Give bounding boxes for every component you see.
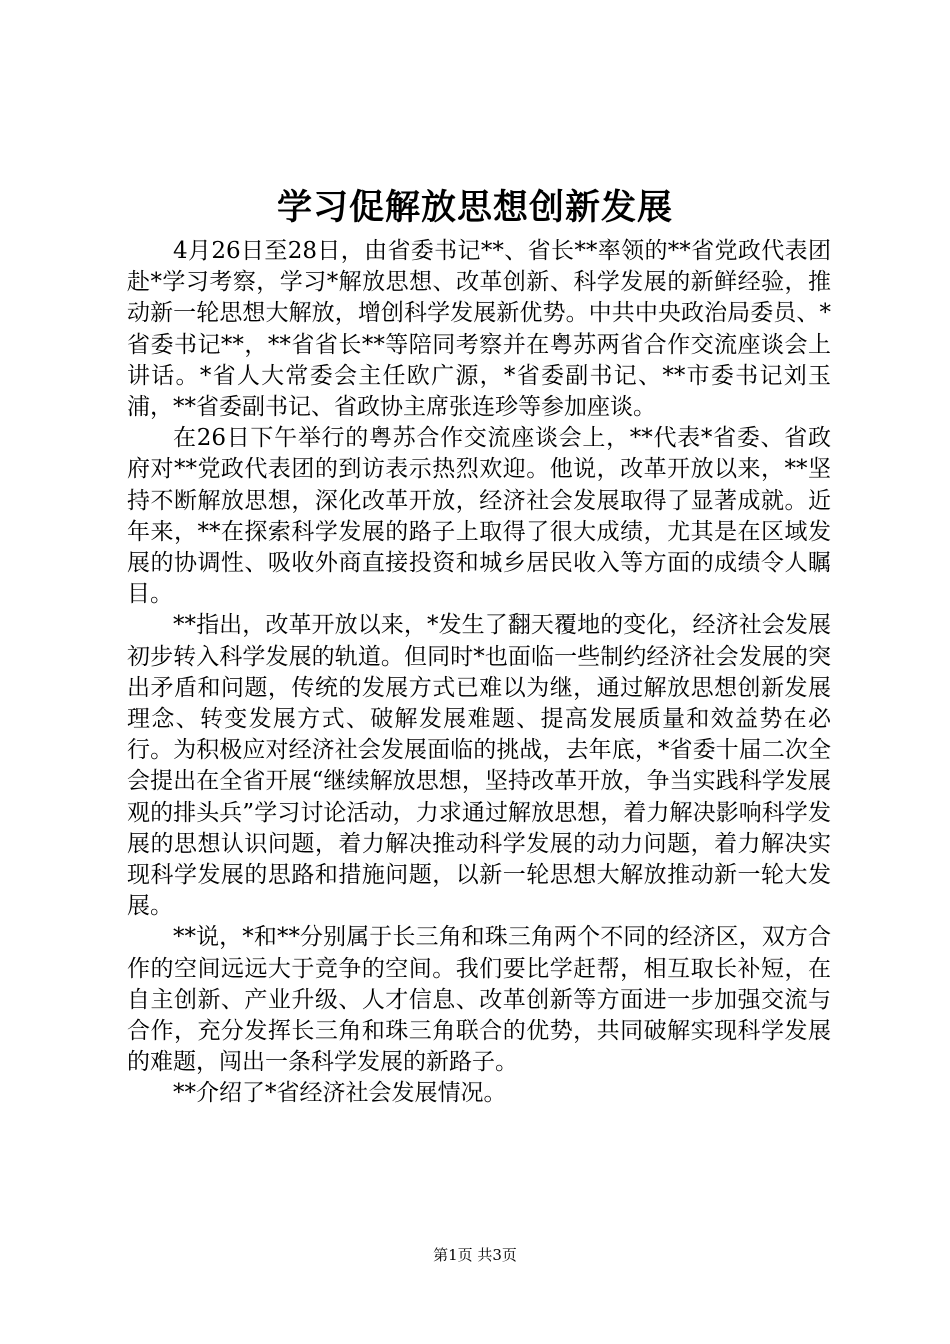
paragraph-1: 4月26日至28日，由省委书记**、省长**率领的**省党政代表团赴*学习考察，学习*解放思想、改革创新、科学发展的新鲜经验，推动新一轮思想大解放，增创科学发展新优势。中共中央政治局委员、*省委书记**，**省省长**等陪同考察并在粤苏两省合作交流座谈会上讲话。*省人大常委会主任欧广源，*省委副书记、**市委书记刘玉浦，**省委副书记、省政协主席张连珍等参加座谈。 [127, 238, 831, 421]
paragraph-2: 在26日下午举行的粤苏合作交流座谈会上，**代表*省委、省政府对**党政代表团的到访表示热烈欢迎。他说，改革开放以来，**坚持不断解放思想，深化改革开放，经济社会发展取得了显著成就。近年来，**在探索科学发展的路子上取得了很大成绩，尤其是在区域发展的协调性、吸收外商直接投资和城乡居民收入等方面的成绩令人瞩目。 [127, 425, 831, 608]
page-number-footer: 第1页 共3页 [433, 1246, 517, 1264]
document-body [127, 236, 831, 1110]
document-title: 学习促解放思想创新发展 [276, 187, 673, 228]
paragraph-4: **说，*和**分别属于长三角和珠三角两个不同的经济区，双方合作的空间远远大于竞争的空间。我们要比学赶帮，相互取长补短，在自主创新、产业升级、人才信息、改革创新等方面进一步加强交流与合作，充分发挥长三角和珠三角联合的优势，共同破解实现科学发展的难题，闯出一条科学发展的新路子。 [127, 924, 831, 1076]
paragraph-5: **介绍了*省经济社会发展情况。 [173, 1080, 507, 1107]
paragraph-3: **指出，改革开放以来，*发生了翻天覆地的变化，经济社会发展初步转入科学发展的轨道。但同时*也面临一些制约经济社会发展的突出矛盾和问题，传统的发展方式已难以为继，通过解放思想创新发展理念、转变发展方式、破解发展难题、提高发展质量和效益势在必行。为积极应对经济社会发展面临的挑战，去年底，*省委十届二次全会提出在全省开展“继续解放思想，坚持改革开放，争当实践科学发展观的排头兵”学习讨论活动，力求通过解放思想，着力解决影响科学发展的思想认识问题，着力解决推动科学发展的动力问题，着力解决实现科学发展的思路和措施问题，以新一轮思想大解放推动新一轮大发展。 [127, 612, 831, 920]
